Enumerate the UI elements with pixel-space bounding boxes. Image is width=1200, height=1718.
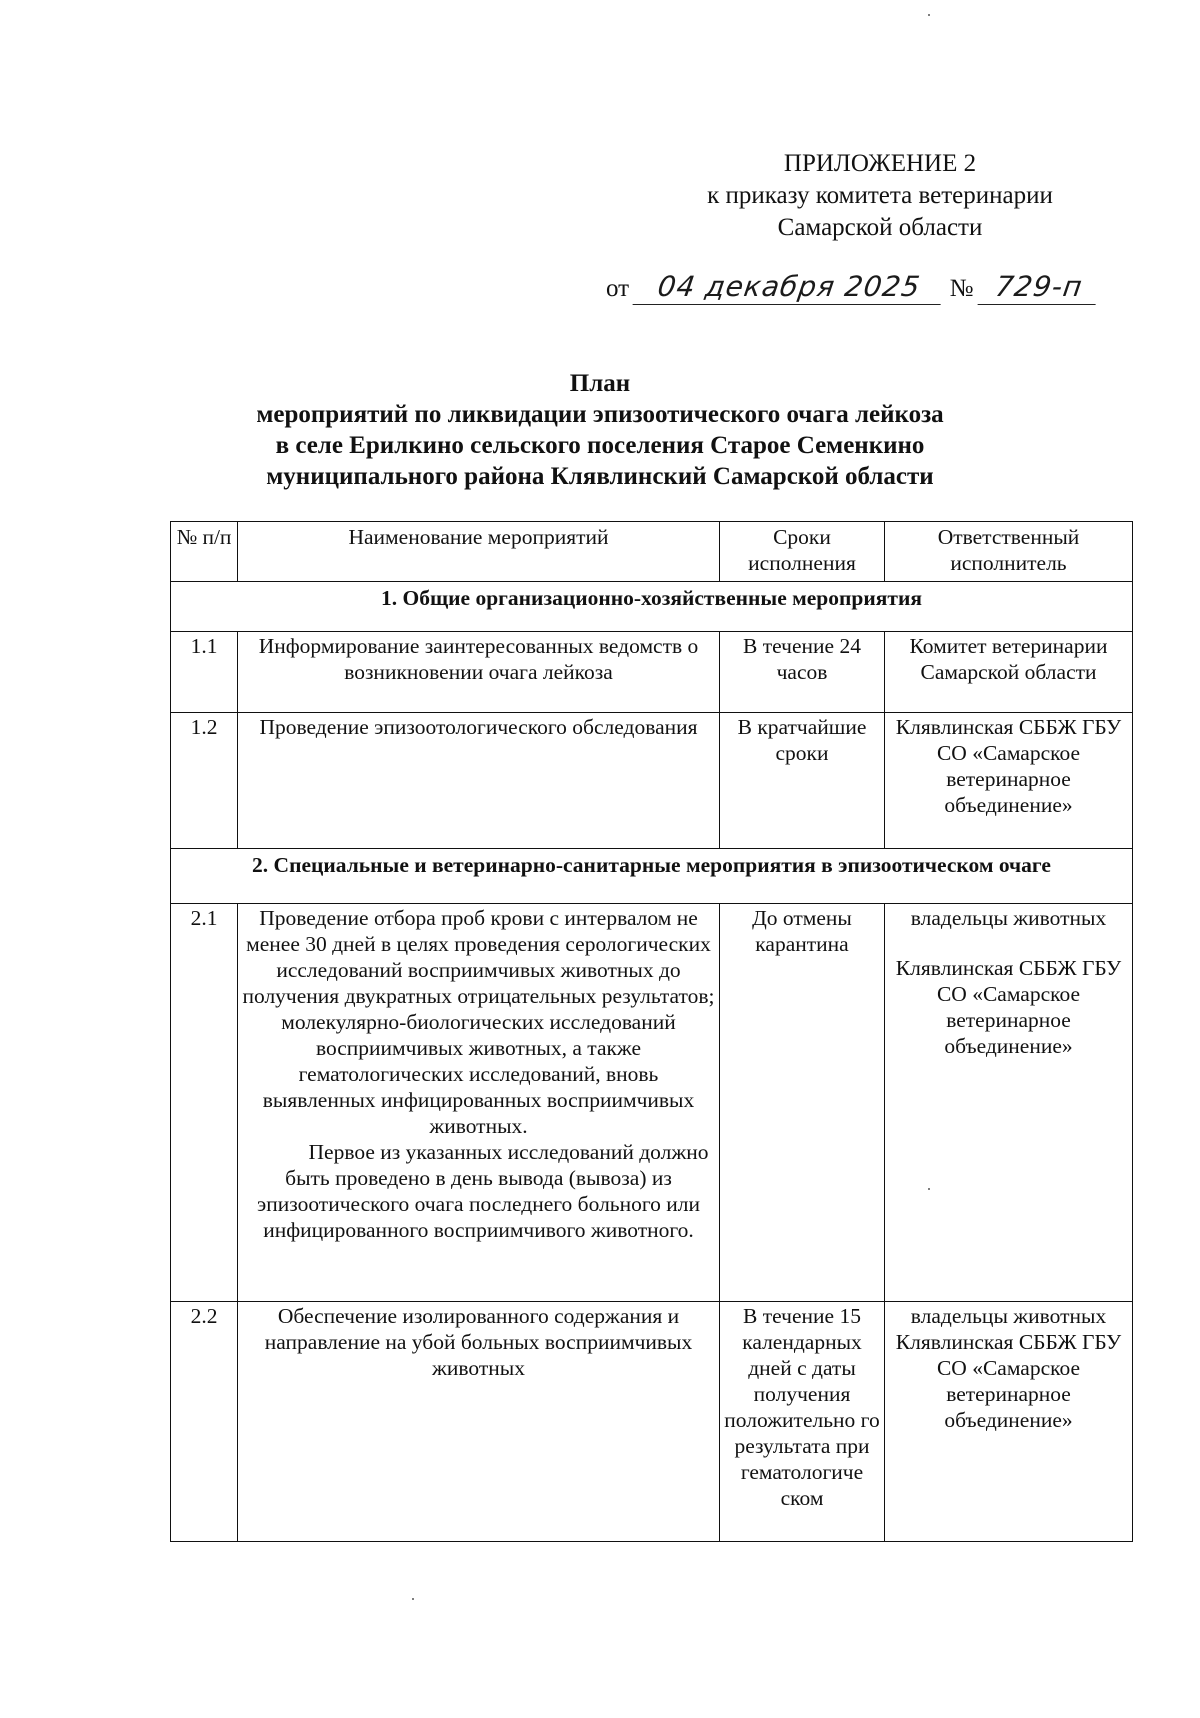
order-reference: [606, 270, 1098, 306]
row-1-1-responsible: Комитет ветеринарии Самарской области: [885, 632, 1133, 713]
header-term: Сроки исполнения: [720, 522, 885, 582]
plan-table: [170, 521, 1133, 1542]
row-2-2-num: 2.2: [171, 1302, 238, 1542]
table-row: [171, 1302, 1133, 1542]
row-2-1-name-p1: Проведение отбора проб крови с интервалом не менее 30 дней в целях проведения серологических исследований восприимчивых животных до получения двукратных отрицательных результатов; молекулярно-биологических исследований восприимчивых животных, а также гематологических исследований, вновь выявленных инфицированных восприимчивых животных.: [242, 906, 715, 1138]
scan-speck: [412, 1598, 414, 1600]
order-prefix: от: [606, 275, 630, 302]
plan-title-line-1: мероприятий по ликвидации эпизоотического очага лейкоза: [256, 401, 944, 428]
row-2-1-responsible-cell: [885, 904, 1133, 1302]
row-1-2-num: 1.2: [171, 713, 238, 849]
row-2-1-term: До отмены карантина: [720, 904, 885, 1302]
row-2-2-responsible-2: Клявлинская СББЖ ГБУ СО «Самарское ветеринарное объединение»: [895, 1330, 1122, 1432]
table-header-row: [171, 522, 1133, 582]
order-number-label: №: [949, 275, 974, 302]
row-2-1-name-p2: Первое из указанных исследований должно быть проведено в день вывода (вывоза) из эпизоотического очага последнего больного или инфицированного восприимчивого животного.: [256, 1140, 709, 1242]
row-2-2-responsible-1: владельцы животных: [910, 1304, 1107, 1328]
section-2-title: 2. Специальные и ветеринарно-санитарные мероприятия в эпизоотическом очаге: [171, 849, 1133, 904]
header-name: Наименование мероприятий: [238, 522, 720, 582]
row-1-2-term: В кратчайшие сроки: [720, 713, 885, 849]
scan-speck: [928, 14, 930, 16]
row-1-1-term: В течение 24 часов: [720, 632, 885, 713]
row-2-1-responsible-1: владельцы животных: [910, 906, 1107, 930]
row-2-2-name: Обеспечение изолированного содержания и направление на убой больных восприимчивых животных: [238, 1302, 720, 1542]
appendix-line-2: Самарской области: [777, 214, 983, 241]
table-row: [171, 632, 1133, 713]
section-row-2: [171, 849, 1133, 904]
plan-title-line-2: в селе Ерилкино сельского поселения Старое Семенкино: [275, 432, 925, 459]
table-row: [171, 904, 1133, 1302]
plan-title-line-3: муниципального района Клявлинский Самарской области: [266, 463, 934, 490]
header-num: № п/п: [171, 522, 238, 582]
section-1-title: 1. Общие организационно-хозяйственные мероприятия: [171, 582, 1133, 632]
section-row-1: [171, 582, 1133, 632]
row-1-1-num: 1.1: [171, 632, 238, 713]
row-2-1-responsible-2: Клявлинская СББЖ ГБУ СО «Самарское ветеринарное объединение»: [895, 956, 1122, 1058]
order-number-handwritten: 729-п: [977, 270, 1100, 305]
row-2-1-name-p2-wrap: [242, 1139, 715, 1243]
plan-title: План: [569, 370, 631, 397]
row-2-1-name-cell: [238, 904, 720, 1302]
row-1-2-name: Проведение эпизоотологического обследования: [238, 713, 720, 849]
row-1-1-name: Информирование заинтересованных ведомств о возникновении очага лейкоза: [238, 632, 720, 713]
order-date-handwritten: 04 декабря 2025: [633, 270, 946, 305]
plan-heading: [180, 368, 1020, 492]
header-responsible: Ответственный исполнитель: [885, 522, 1133, 582]
table-row: [171, 713, 1133, 849]
row-1-2-responsible: Клявлинская СББЖ ГБУ СО «Самарское ветеринарное объединение»: [885, 713, 1133, 849]
appendix-title: ПРИЛОЖЕНИЕ 2: [783, 150, 977, 177]
scan-speck: [928, 1188, 930, 1190]
appendix-header: [640, 148, 1120, 244]
row-2-1-num: 2.1: [171, 904, 238, 1302]
row-2-2-responsible-cell: [885, 1302, 1133, 1542]
appendix-line-1: к приказу комитета ветеринарии: [707, 182, 1053, 209]
row-2-2-term: В течение 15 календарных дней с даты получения положительно го результата при гематологиче ском: [720, 1302, 885, 1542]
